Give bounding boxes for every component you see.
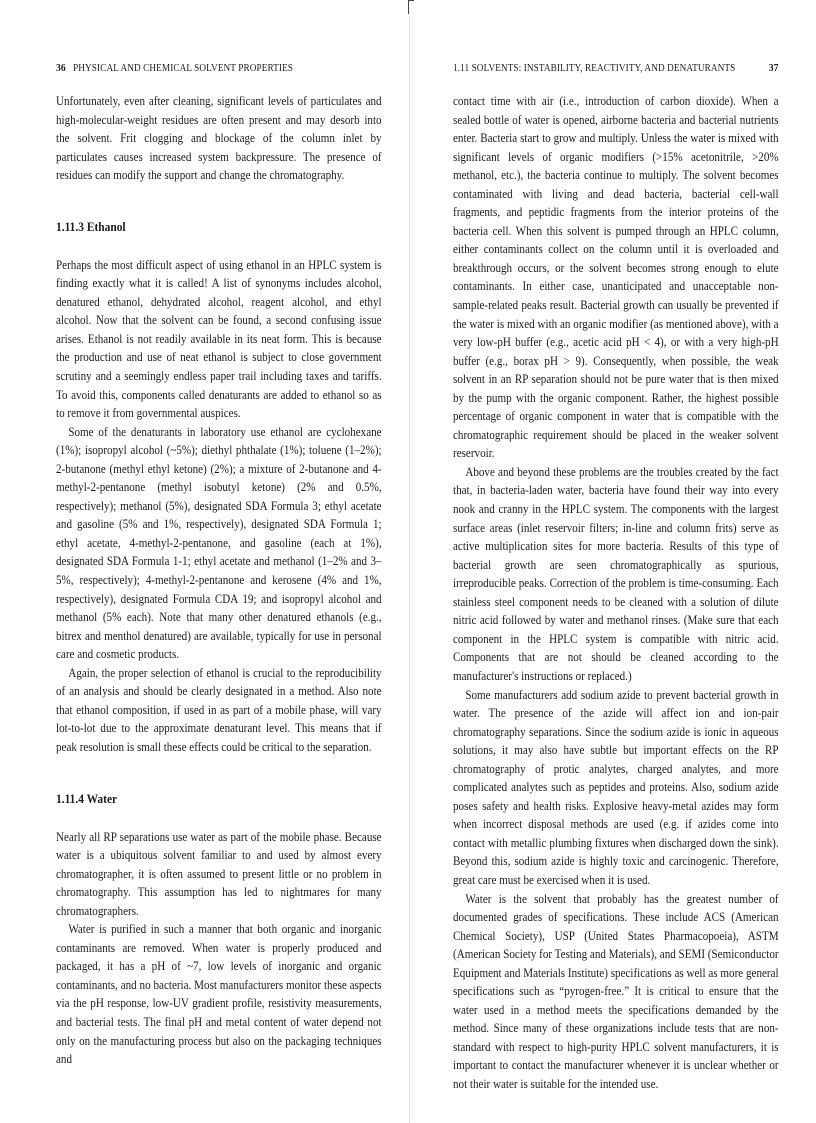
paragraph-water-1: Nearly all RP separations use water as part of the mobile phase. Because water is a ubiquitous solvent familiar to and used by almost every chromatographer, it is often assumed to present little or no problem in chromatography. This assumption has led to nightmares for many chromatographers.	[56, 829, 382, 918]
left-running-head	[56, 62, 382, 74]
paragraph-ethanol-3: Again, the proper selection of ethanol is crucial to the reproducibility of an analysis and should be clearly designated in a method. Also note that ethanol composition, if used in as part of a mobile phase, will vary lot-to-lot due to the approximate denaturant level. This means that if peak resolution is small these effects could be critical to the separation.	[56, 665, 382, 754]
paragraph-water-2: Water is purified in such a manner that both organic and inorganic contaminants are removed. When water is properly produced and packaged, it has a pH of ~7, low levels of inorganic and organic contaminants, and no bacteria. Most manufacturers monitor these aspects via the pH response, low-UV gradient profile, resistivity measurements, and bacterial tests. The final pH and metal content of water depend not only on the manufacturing process but also on the packaging techniques and	[56, 922, 382, 1067]
paragraph-bacteria: Above and beyond these problems are the troubles created by the fact that, in bacteria-laden water, bacteria have found their way into every nook and cranny in the HPLC system. The components with the largest surface areas (inlet reservoir filters; in-line and column frits) serve as active multiplication sites for more bacteria. Results of this type of bacterial growth are seen chromatographically as spurious, irreproducible peaks. Correction of the problem is time-consuming. Each stainless steel component needs to be cleaned with a solution of dilute nitric acid followed by water and methanol rinses. (Make sure that each component in the HPLC system is compatible with nitric acid. Components that are not should be cleaned according to the manufacturer's instructions or replaced.)	[453, 464, 779, 683]
paragraph-ethanol-2: Some of the denaturants in laboratory use ethanol are cyclohexane (1%); isopropyl alcohol (~5%); diethyl phthalate (1%); toluene (1–2%); 2-butanone (methyl ethyl ketone) (2%); a mixture of 2-butanone and 4-methyl-2-pentanone (methyl isobutyl ketone) (2% and 0.5%, respectively); methanol (5%), designated SDA Formula 3; ethyl acetate and gasoline (5% and 1%, respectively), designated SDA Formula 1; ethyl acetate, 4-methyl-2-pentanone, and gasoline (each at 1%), designated SDA Formula 1-1; ethyl acetate and methanol (1–2% and 3–5%, respectively); 4-methyl-2-pentanone and kerosene (4% and 1%, respectively), designated Formula CDA 19; and isopropyl alcohol and methanol (5% each). Note that many other denatured ethanols (e.g., bitrex and menthol denatured) are available, typically for use in personal care and cosmetic products.	[56, 424, 382, 662]
paragraph-ethanol-1: Perhaps the most difficult aspect of using ethanol in an HPLC system is finding exactly what it is called! A list of synonyms includes alcohol, denatured ethanol, dehydrated alcohol, reagent alcohol, and ethyl alcohol. Now that the solvent can be found, a second confusing issue arises. Ethanol is not readily available in its neat form. This is because the production and use of neat ethanol is subject to close government scrutiny and a seemingly endless paper trail including taxes and tariffs. To avoid this, components called denaturants are added to ethanol so as to remove it from governmental auspices.	[56, 257, 382, 421]
right-content	[453, 92, 779, 1094]
right-running-head	[453, 62, 779, 74]
gutter-mark	[408, 0, 409, 14]
section-heading-water: 1.11.4 Water	[56, 790, 118, 806]
paragraph-water-grades: Water is the solvent that probably has the greatest number of documented grades of specifications. These include ACS (American Chemical Society), USP (United States Pharmacopoeia), ASTM (American Society for Testing and Materials), and SEMI (Semiconductor Equipment and Materials Institute) specifications as well as more general specifications such as “pyrogen-free.” It is critical to ensure that the water used in a method meets the specifications demanded by the method. Since many of these organizations include tests that are non-standard with respect to high-purity HPLC solvent manufacturers, it is important to contact the manufacturer whenever it is unclear whether or not their water is suitable for the intended use.	[453, 891, 779, 1091]
page-number: 36	[56, 62, 66, 74]
page-number: 37	[768, 62, 779, 74]
page-gutter	[409, 16, 411, 1123]
running-title: 1.11 SOLVENTS: INSTABILITY, REACTIVITY, AND DENATURANTS	[453, 63, 736, 74]
left-content	[56, 92, 382, 1069]
right-page	[453, 62, 778, 1094]
left-page	[56, 62, 381, 1069]
paragraph-intro: Unfortunately, even after cleaning, significant levels of particulates and high-molecular-weight residues are often present and may desorb into the solvent. Frit clogging and blockage of the column inlet by particulates causes increased system backpressure. The presence of residues can modify the support and change the chromatography.	[56, 94, 382, 183]
running-title: PHYSICAL AND CHEMICAL SOLVENT PROPERTIES	[73, 63, 294, 74]
section-heading-ethanol: 1.11.3 Ethanol	[56, 218, 126, 234]
paragraph-sodium-azide: Some manufacturers add sodium azide to prevent bacterial growth in water. The presence of the azide will affect ion and ion-pair chromatography separations. Since the sodium azide is ionic in aqueous solutions, it may also have subtle but important effects on the RP chromatography of protic analytes, charged analytes, and more complicated analytes such as peptides and proteins. Also, sodium azide poses safety and health risks. Explosive heavy-metal azides may form when incorrect disposal methods are used (e.g. if azides come into contact with metallic plumbing fixtures when discharged down the sink). Beyond this, sodium azide is highly toxic and carcinogenic. Therefore, great care must be exercised when it is used.	[453, 687, 779, 887]
paragraph-continued: contact time with air (i.e., introduction of carbon dioxide). When a sealed bottle of water is opened, airborne bacteria and bacterial nutrients enter. Bacteria start to grow and multiply. Unless the water is mixed with significant levels of organic modifiers (>15% acetonitrile, >20% methanol, etc.), the bacteria continue to multiply. The solvent becomes contaminated with living and dead bacteria, bacterial cell-wall fragments, and peptidic fragments from the interior proteins of the bacteria cell. When this solvent is pumped through an HPLC column, either contaminants collect on the column until it is overloaded and breakthrough occurs, or the solvent becomes strong enough to elute contaminants. In either case, unanticipated and unacceptable non-sample-related peaks result. Bacterial growth can usually be prevented if the water is mixed with an organic modifier (as mentioned above), with a very low-pH buffer (e.g., acetic acid pH < 4), or with a very high-pH buffer (e.g., borax pH > 9). Consequently, when possible, the weak solvent in an RP separation should not be pure water that is then mixed by the pump with the organic component. Rather, the highest possible percentage of organic component in water that is compatible with the chromatographic requirement should be placed in the weaker solvent reservoir.	[453, 94, 779, 461]
